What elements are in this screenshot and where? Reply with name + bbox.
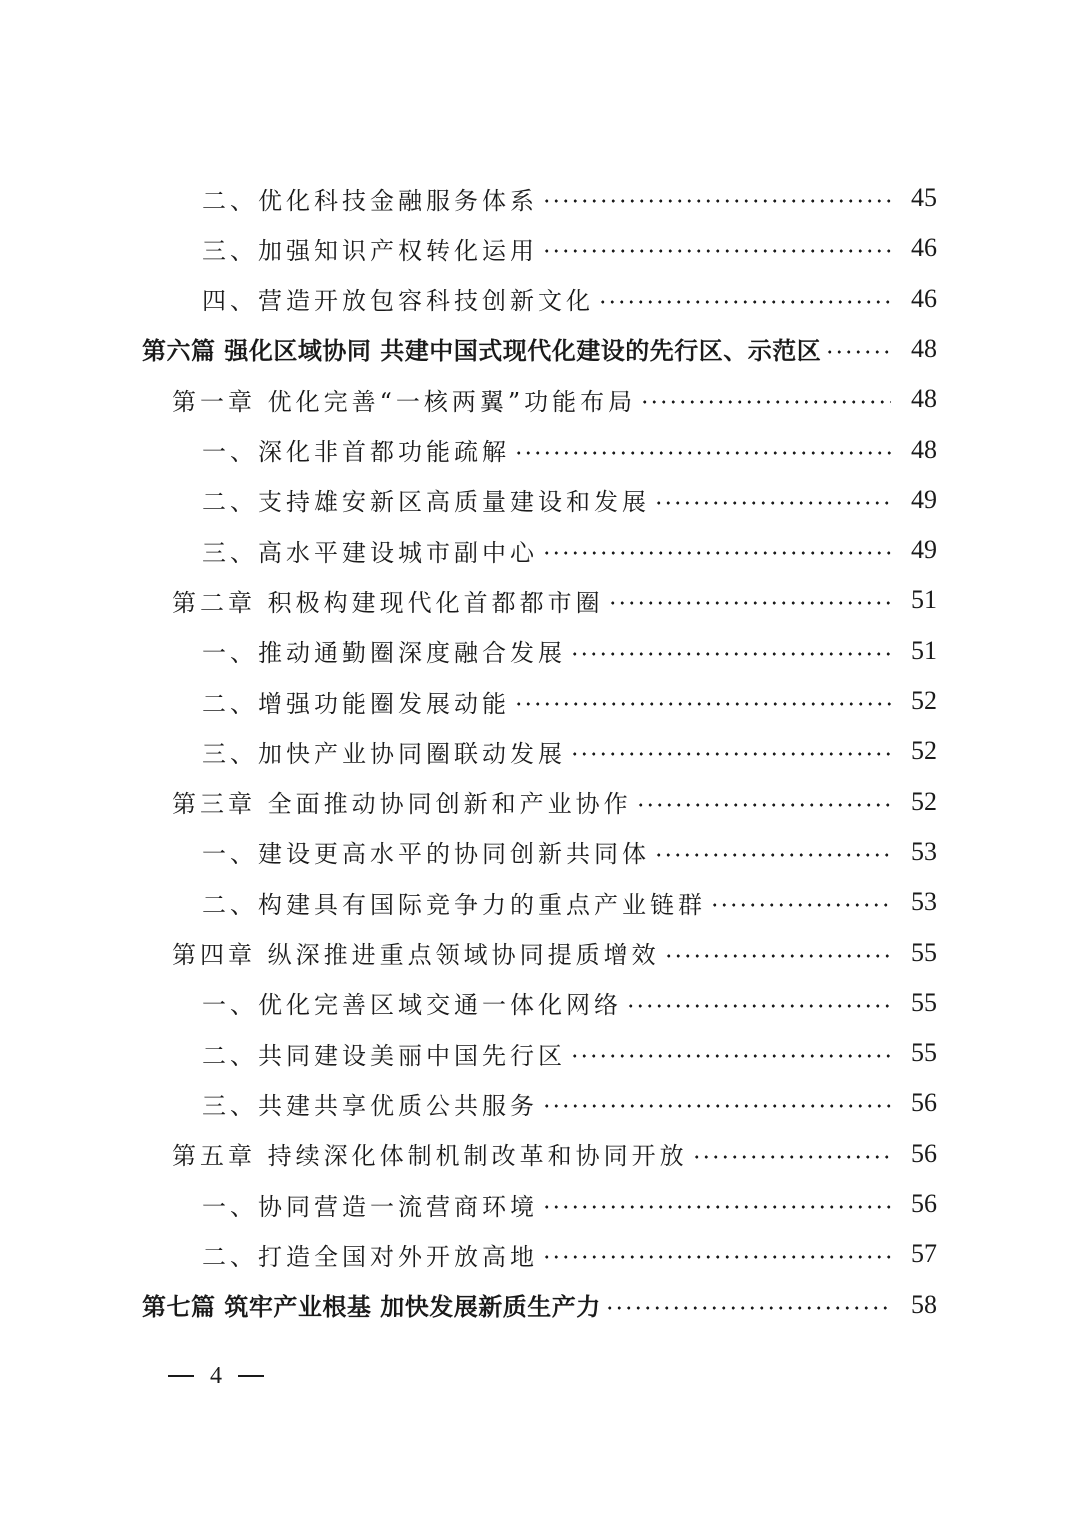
toc-entry-section[interactable] xyxy=(202,832,937,872)
toc-entry-title: 二、增强功能圈发展动能 xyxy=(202,689,510,718)
toc-entry-page-number: 55 xyxy=(911,937,937,967)
toc-entry-title: 二、构建具有国际竞争力的重点产业链群 xyxy=(202,890,706,919)
toc-dot-leader xyxy=(664,933,891,973)
toc-entry-page-number: 55 xyxy=(911,987,937,1017)
toc-dot-leader xyxy=(542,530,891,570)
toc-entry-title: 三、共建共享优质公共服务 xyxy=(202,1091,538,1120)
toc-entry-title: 第六篇 强化区域协同 共建中国式现代化建设的先行区、示范区 xyxy=(142,337,822,366)
toc-entry-title: 一、推动通勤圈深度融合发展 xyxy=(202,639,566,668)
toc-dot-leader xyxy=(542,228,891,268)
toc-entry-chapter[interactable] xyxy=(172,1134,937,1174)
toc-entry-section[interactable] xyxy=(202,1234,937,1274)
toc-entry-title: 第五章 持续深化体制机制改革和协同开放 xyxy=(172,1142,688,1171)
toc-entry-title: 第一章 优化完善“一核两翼”功能布局 xyxy=(172,387,637,416)
toc-dot-leader xyxy=(654,832,891,872)
toc-entry-title: 三、加强知识产权转化运用 xyxy=(202,236,538,265)
toc-entry-section[interactable] xyxy=(202,631,937,671)
toc-entry-section[interactable] xyxy=(202,1083,937,1123)
toc-entry-section[interactable] xyxy=(202,480,937,520)
toc-entry-page-number: 46 xyxy=(911,233,937,263)
toc-dot-leader xyxy=(570,631,891,671)
toc-entry-title: 三、高水平建设城市副中心 xyxy=(202,538,538,567)
toc-entry-page-number: 51 xyxy=(911,635,937,665)
footer-dash-left xyxy=(168,1375,194,1377)
toc-entry-page-number: 53 xyxy=(911,836,937,866)
toc-dot-leader xyxy=(636,782,891,822)
toc-entry-page-number: 53 xyxy=(911,887,937,917)
toc-entry-title: 二、打造全国对外开放高地 xyxy=(202,1242,538,1271)
toc-dot-leader xyxy=(825,329,891,369)
toc-dot-leader xyxy=(570,731,891,771)
toc-entry-page-number: 55 xyxy=(911,1038,937,1068)
toc-entry-title: 四、营造开放包容科技创新文化 xyxy=(202,287,594,316)
toc-dot-leader xyxy=(598,279,891,319)
toc-entry-chapter[interactable] xyxy=(172,580,937,620)
toc-entry-page-number: 48 xyxy=(911,434,937,464)
toc-entry-section[interactable] xyxy=(202,731,937,771)
toc-entry-page-number: 51 xyxy=(911,585,937,615)
toc-entry-part[interactable] xyxy=(142,329,937,369)
toc-dot-leader xyxy=(640,379,891,419)
toc-entry-part[interactable] xyxy=(142,1285,937,1325)
toc-dot-leader xyxy=(570,1033,891,1073)
toc-dot-leader xyxy=(514,430,891,470)
toc-entry-page-number: 57 xyxy=(911,1239,937,1269)
toc-entry-title: 三、加快产业协同圈联动发展 xyxy=(202,739,566,768)
footer-page-number: 4 xyxy=(210,1362,222,1389)
toc-entry-section[interactable] xyxy=(202,983,937,1023)
toc-entry-page-number: 46 xyxy=(911,283,937,313)
toc-entry-chapter[interactable] xyxy=(172,933,937,973)
page-footer xyxy=(168,1358,264,1394)
toc-dot-leader xyxy=(710,882,891,922)
toc-entry-section[interactable] xyxy=(202,430,937,470)
toc-entry-page-number: 56 xyxy=(911,1138,937,1168)
toc-dot-leader xyxy=(692,1134,891,1174)
toc-entry-page-number: 52 xyxy=(911,736,937,766)
toc-entry-section[interactable] xyxy=(202,681,937,721)
toc-dot-leader xyxy=(626,983,891,1023)
toc-entry-section[interactable] xyxy=(202,279,937,319)
toc-entry-title: 二、优化科技金融服务体系 xyxy=(202,186,538,215)
toc-dot-leader xyxy=(542,1083,891,1123)
toc-entry-section[interactable] xyxy=(202,530,937,570)
toc-entry-section[interactable] xyxy=(202,178,937,218)
toc-entry-section[interactable] xyxy=(202,228,937,268)
toc-entry-page-number: 52 xyxy=(911,786,937,816)
footer-dash-right xyxy=(238,1375,264,1377)
toc-entry-title: 第四章 纵深推进重点领域协同提质增效 xyxy=(172,941,660,969)
toc-entry-title: 一、协同营造一流营商环境 xyxy=(202,1192,538,1221)
toc-dot-leader xyxy=(654,480,891,520)
toc-entry-page-number: 48 xyxy=(911,333,937,363)
toc-entry-title: 第二章 积极构建现代化首都都市圈 xyxy=(172,588,604,617)
toc-entry-title: 一、建设更高水平的协同创新共同体 xyxy=(202,840,650,869)
toc-dot-leader xyxy=(542,1184,891,1224)
toc-dot-leader xyxy=(605,1285,891,1325)
toc-entry-page-number: 56 xyxy=(911,1088,937,1118)
toc-entry-page-number: 58 xyxy=(911,1289,937,1319)
toc-entry-title: 二、支持雄安新区高质量建设和发展 xyxy=(202,488,650,517)
toc-entry-chapter[interactable] xyxy=(172,782,937,822)
toc-entry-page-number: 49 xyxy=(911,484,937,514)
toc-entry-page-number: 49 xyxy=(911,535,937,565)
toc-entry-section[interactable] xyxy=(202,1033,937,1073)
toc-entry-title: 第七篇 筑牢产业根基 加快发展新质生产力 xyxy=(142,1293,601,1322)
toc-entry-page-number: 56 xyxy=(911,1189,937,1218)
toc-entry-section[interactable] xyxy=(202,1184,937,1224)
toc-entry-page-number: 52 xyxy=(911,686,937,715)
toc-entry-section[interactable] xyxy=(202,882,937,922)
toc-entry-page-number: 48 xyxy=(911,384,937,414)
toc-entry-title: 二、共同建设美丽中国先行区 xyxy=(202,1041,566,1070)
toc-entry-title: 第三章 全面推动协同创新和产业协作 xyxy=(172,790,632,819)
toc-dot-leader xyxy=(608,580,891,620)
toc-entry-chapter[interactable] xyxy=(172,379,937,419)
toc-dot-leader xyxy=(542,178,891,218)
toc-entry-page-number: 45 xyxy=(911,183,937,212)
toc-dot-leader xyxy=(542,1234,891,1274)
toc-entry-title: 一、深化非首都功能疏解 xyxy=(202,438,510,466)
toc-dot-leader xyxy=(514,681,891,721)
toc-entry-title: 一、优化完善区域交通一体化网络 xyxy=(202,991,622,1020)
